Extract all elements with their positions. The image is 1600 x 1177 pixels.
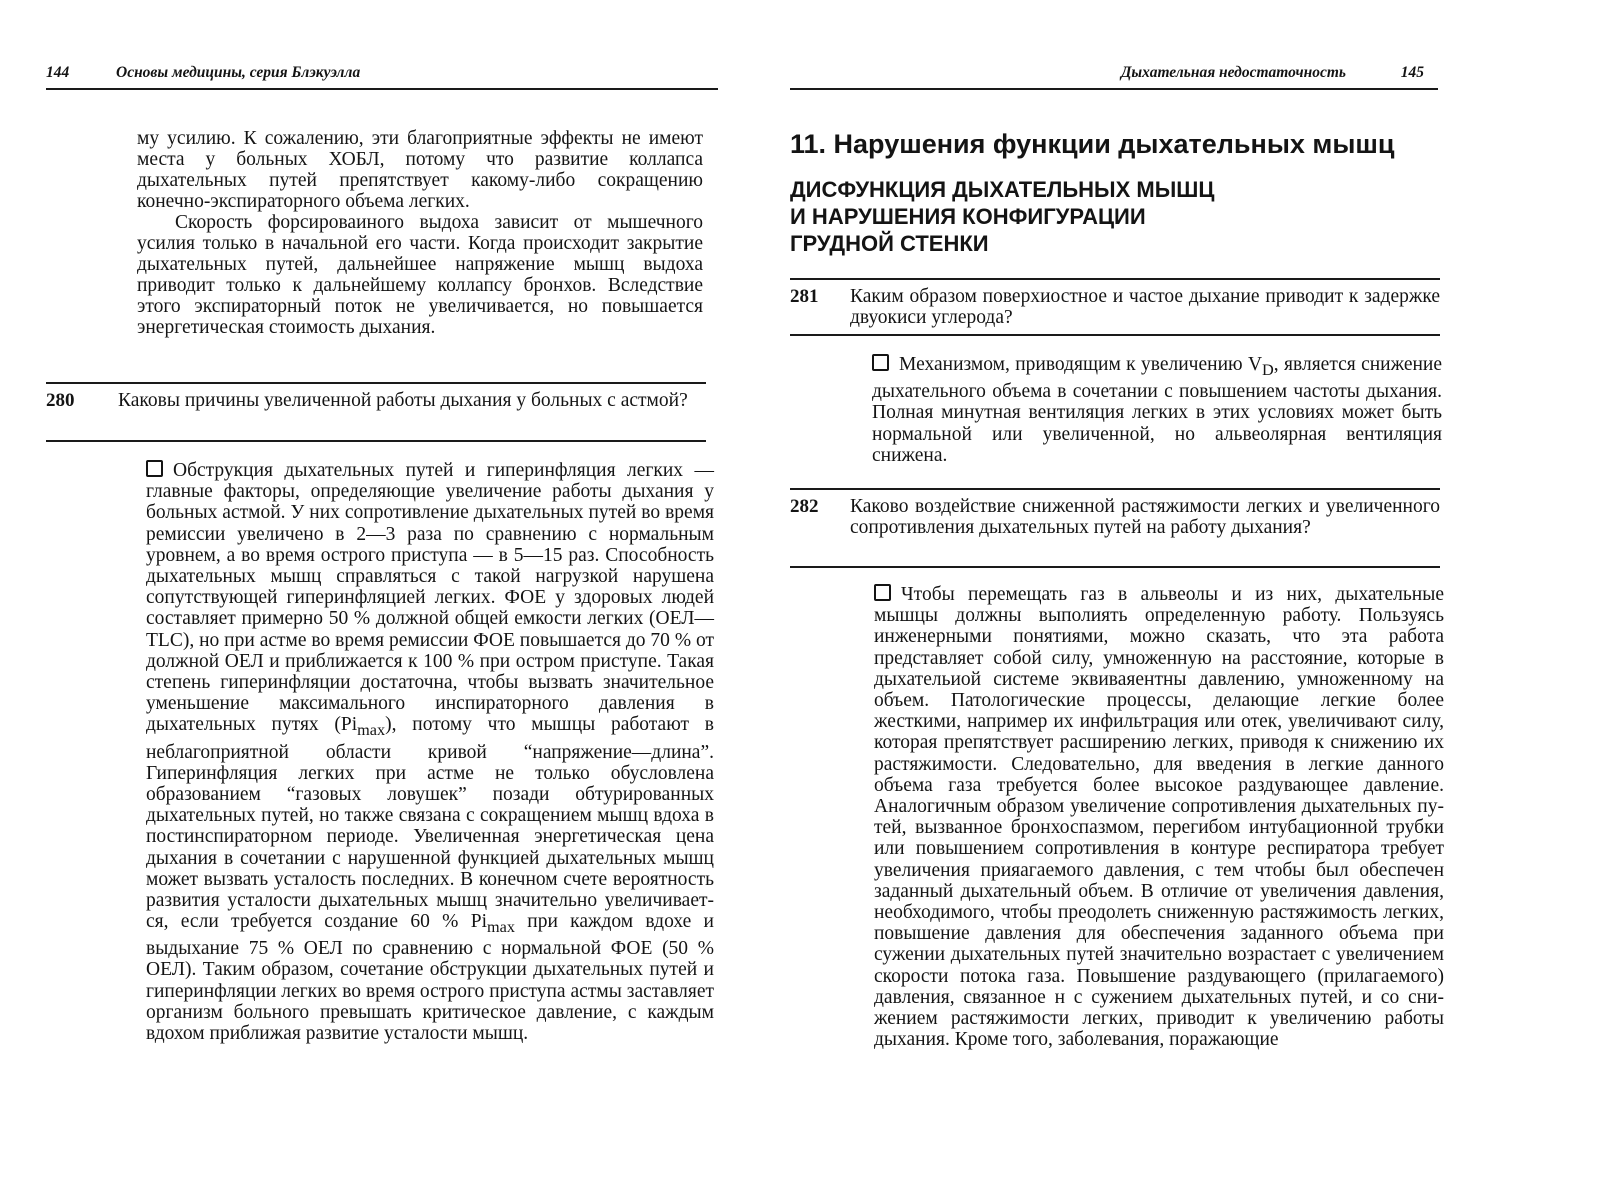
question-text: Каковы причины увеличенной работы дыхания у больных с астмой? bbox=[118, 390, 688, 411]
right-page bbox=[790, 0, 1600, 1177]
answer-280: Обструкция дыхательных путей и гиперинфляция легких — главные факторы, определяющие увеличение работы дыхания у больных астмой. У них сопротивление дыхательных путей во время ремиссии увеличено в 2—3 раза по сравнению с нормальным уровнем, а во время острого приступа — в 5—15 раз. Способность дыхательных мышц справляться с такой нагрузкой нарушена сопутствующей гиперинфляцией легких. ФОЕ у здоровых людей составляет примерно 50 % должной общей емкости легких (ОЕЛ—TLC), но при астме во время ремиссии ФОЕ повышается до 70 % от должной ОЕЛ и приближается к 100 % при остром приступе. Такая степень гиперинфляции достаточна, чтобы вызвать значительное уменьшение максимального инспираторного давления в дыхательных путях $(Pi_{max})$, потому что мышцы работают в неблагоприятной области кривой “напряжение—длина”. Гиперинфляция легких при астме не только обусловлена образованием “газовых ловушек” позади обтурированных дыхательных путей, но также связана с сокращением мышц вдоха в постинспираторном периоде. Увеличенная энергетическая цена дыхания в сочетании с нарушенной функцией дыхательных мышц может вызвать усталость последних. В конечном счете вероятность развития усталости дыхательных мышц значительно увеличивается, если требуется создание 60 % $Pi_{max}$ при каждом вдохе и выдыхание 75 % ОЕЛ по сравнению с нормальной ФОЕ (50 % ОЕЛ). Таким образом, сочетание обструкции дыхательных путей и гиперинфляции легких во время острого приступа астмы заставляет организм больного превышать критическое давление, с каждым вдохом приближая развитие усталости мышц. bbox=[146, 460, 714, 1045]
question-281 bbox=[790, 278, 1440, 336]
chapter-title: 11. Нарушения функции дыхательных мышц bbox=[790, 129, 1395, 159]
checkbox-icon[interactable] bbox=[872, 354, 889, 371]
question-number: 280 bbox=[46, 390, 75, 411]
left-page bbox=[0, 0, 790, 1177]
continuation-paragraph-1: му усилию. К сожалению, эти благоприятные эффекты не имеют места у больных ХОБЛ, потому что развитие коллапса дыхательных путей препятствует какому-либо сокращению конечно-экспираторного объема легких. bbox=[137, 128, 703, 212]
question-280 bbox=[46, 382, 706, 442]
question-number: 281 bbox=[790, 286, 819, 307]
section-title: ДИСФУНКЦИЯ ДЫХАТЕЛЬНЫХ МЫШЦ И НАРУШЕНИЯ КОНФИГУРАЦИИ ГРУДНОЙ СТЕНКИ bbox=[790, 177, 1215, 256]
right-page-number: 145 bbox=[1400, 64, 1424, 81]
right-running-head bbox=[790, 64, 1438, 90]
answer-281: Механизмом, приводящим к увеличению $V_D$, является снижение дыхательного объема в сочетании с повышением частоты дыхания. Полная минутная вентиляция легких в этих условиях может быть нормальной или увеличенной, но альвеолярная вентиляция снижена. bbox=[872, 354, 1442, 466]
continuation-paragraph-2: Скорость форсироваиного выдоха зависит от мышечного усилия только в начальной его части. Когда происходит закрытие дыхательных путей, дальнейшее напряжение мышц выдоха приводит только к дальнейшему коллапсу бронхов. Вследствие этого экспираторный поток не увеличивается, но повышается энергетическая стоимость дыхания. bbox=[137, 212, 703, 338]
question-text: Каким образом поверхиостное и частое дыхание приводит к задержке двуокиси углерода? bbox=[850, 286, 1440, 328]
answer-282: Чтобы перемещать газ в альвеолы и из них, дыхательные мышцы должны выполиять определенную работу. Пользуясь инженерными понятиями, можно сказать, что эта работа представляет собой силу, умноженную на расстояние, которые в дыхательиой системе эквиваяентны давлению, умноженному на объем. Патологические процессы, делающие легкие более жесткими, например их инфильтрация или отек, увеличивают силу, которая препятствует расширению легких, приводя к снижению их растяжимости. Следовательно, для введения в легкие данного объема газа требуется более высокое раздувающее давление. Аналогичным образом увеличение сопротивления дыхательных путей, вызванное бронхоспазмом, перегибом интубационной трубки или повышением сопротивления в контуре респиратора требует увеличения прияагаемого давления, с тем чтобы был обеспечен заданный дыхательный объем. В отличие от увеличения давления, необходимого, чтобы преодолеть сниженную растяжимость легких, повышение давления для обеспечения заданного объема при сужении дыхательных путей значительно возрастает с увеличением скорости потока газа. Повышение раздувающего (прилагаемого) давления, связанное н с сужением дыхательных путей, и со снижением растяжимости легких, приводит к увеличению работы дыхания. Кроме того, заболевания, поражающие bbox=[874, 584, 1444, 1051]
checkbox-icon[interactable] bbox=[146, 460, 163, 477]
question-number: 282 bbox=[790, 496, 819, 517]
left-page-number: 144 bbox=[46, 64, 70, 81]
right-running-title: Дыхательная недостаточность bbox=[1120, 64, 1346, 81]
left-running-head bbox=[46, 64, 718, 90]
question-282 bbox=[790, 488, 1440, 568]
question-text: Каково воздействие сниженной растяжимости легких и увеличенного сопротивления дыхательных путей на работу дыхания? bbox=[850, 496, 1440, 538]
left-running-title: Основы медицины, серия Блэкуэлла bbox=[116, 64, 361, 81]
checkbox-icon[interactable] bbox=[874, 584, 891, 601]
